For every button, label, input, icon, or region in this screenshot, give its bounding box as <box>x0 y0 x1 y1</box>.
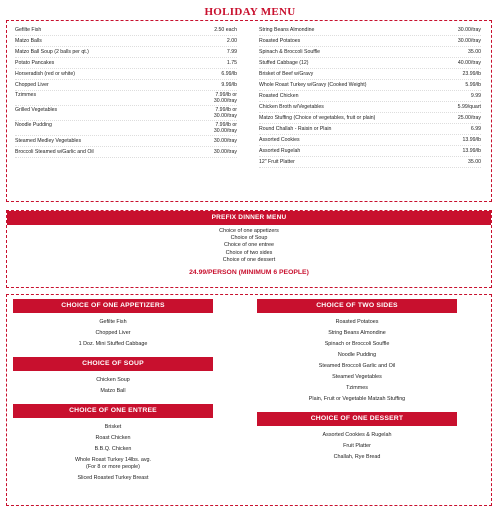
choice-item: Steamed Vegetables <box>332 374 382 381</box>
choice-item: Chopped Liver <box>95 330 131 337</box>
choice-item: Steamed Broccoli Garlic and Oil <box>318 363 396 370</box>
menu-row <box>15 147 237 158</box>
menu-row <box>15 80 237 91</box>
menu-item-price: 6.99/lb <box>221 71 237 77</box>
choice-item: Brisket <box>104 424 122 431</box>
choices-panel <box>6 294 492 506</box>
menu-row <box>259 47 481 58</box>
menu-row <box>15 91 237 106</box>
menu-item-price: 2.50 each <box>214 27 237 33</box>
menu-item-price: 13.99/lb <box>462 148 481 154</box>
menu-item-price: 7.99/lb or 30.00/tray <box>213 92 237 104</box>
menu-item-name: Noodle Pudding <box>15 122 52 128</box>
menu-row <box>15 58 237 69</box>
menu-row <box>15 121 237 136</box>
menu-row <box>15 136 237 147</box>
choices-right-column <box>257 299 457 470</box>
menu-item-name: Stuffed Cabbage (12) <box>259 60 309 66</box>
choice-item: Spinach or Broccoli Souffle <box>324 341 390 348</box>
menu-row <box>259 157 481 168</box>
menu-item-price: 30.00/tray <box>213 149 237 155</box>
menu-row <box>15 25 237 36</box>
appetizers-header: CHOICE OF ONE APPETIZERS <box>13 299 213 313</box>
choice-item: String Beans Almondine <box>328 330 386 337</box>
menu-item-name: Matzo Balls <box>15 38 42 44</box>
menu-item-name: Whole Roast Turkey w/Gravy (Cooked Weight) <box>259 82 367 88</box>
menu-item-name: Spinach & Broccoli Souffle <box>259 49 321 55</box>
menu-item-price: 23.99/lb <box>462 71 481 77</box>
menu-item-name: Brisket of Beef w/Gravy <box>259 71 314 77</box>
menu-item-price: 5.99/quart <box>457 104 481 110</box>
menu-item-price: 30.00/tray <box>457 38 481 44</box>
menu-item-price: 7.99/lb or 30.00/tray <box>213 107 237 119</box>
prefix-item: Choice of two sides <box>225 249 273 256</box>
choice-item: Gefilte Fish <box>99 319 127 326</box>
menu-item-price: 40.00/tray <box>457 60 481 66</box>
appetizers-section <box>13 299 213 350</box>
menu-item-name: Assorted Cookies <box>259 137 300 143</box>
choice-item: Matzo Ball <box>100 388 126 395</box>
choices-left-column <box>13 299 213 490</box>
dessert-section <box>257 412 457 463</box>
choice-item: Chicken Soup <box>96 377 130 384</box>
choice-item: Sliced Roasted Turkey Breast <box>77 474 149 481</box>
appetizers-items <box>13 317 213 350</box>
menu-item-name: Gefilte Fish <box>15 27 42 33</box>
menu-row <box>15 36 237 47</box>
menu-item-price: 6.99 <box>470 126 481 132</box>
menu-row <box>259 25 481 36</box>
prefix-item: Choice of one dessert <box>222 256 276 263</box>
menu-row <box>259 102 481 113</box>
soup-header: CHOICE OF SOUP <box>13 357 213 371</box>
menu-row <box>259 80 481 91</box>
menu-item-price: 30.00/tray <box>457 27 481 33</box>
choice-item: Roasted Potatoes <box>335 319 379 326</box>
prefix-price: 24.99/PERSON (MINIMUM 6 PEOPLE) <box>189 269 309 277</box>
menu-item-name: Broccoli Steamed w/Garlic and Oil <box>15 149 94 155</box>
menu-row <box>259 91 481 102</box>
sides-items <box>257 317 457 405</box>
menu-row <box>259 124 481 135</box>
choice-item: Roast Chicken <box>95 435 131 442</box>
menu-item-price: 35.00 <box>468 49 481 55</box>
menu-item-name: Round Challah - Raisin or Plain <box>259 126 332 132</box>
prefix-item: Choice of one appetizers <box>219 228 279 234</box>
menu-item-name: Chicken Broth w/Vegetables <box>259 104 324 110</box>
menu-row <box>259 113 481 124</box>
menu-item-name: Potato Pancakes <box>15 60 55 66</box>
page-title: HOLIDAY MENU <box>204 6 296 18</box>
menu-item-name: String Beans Almondine <box>259 27 315 33</box>
menu-item-price: 5.99/lb <box>465 82 481 88</box>
prefix-dinner-menu <box>6 210 492 288</box>
prefix-item: Choice of Soup <box>230 235 268 242</box>
prefix-header: PREFIX DINNER MENU <box>7 211 491 225</box>
soup-section <box>13 357 213 397</box>
choice-item: Assorted Cookies & Rugelah <box>322 432 392 439</box>
menu-row <box>15 69 237 80</box>
sides-section <box>257 299 457 405</box>
choice-item: B.B.Q. Chicken <box>94 446 132 453</box>
menu-column-left <box>15 25 237 158</box>
menu-row <box>15 47 237 58</box>
menu-item-price: 35.00 <box>468 159 481 165</box>
menu-item-name: 12" Fruit Platter <box>259 159 295 165</box>
choice-item: Whole Roast Turkey 14lbs. avg. (For 8 or more people) <box>74 457 152 470</box>
menu-item-price: 9.99 <box>470 93 481 99</box>
menu-item-price: 13.99/lb <box>462 137 481 143</box>
menu-row <box>259 69 481 80</box>
choice-item: 1 Doz. Mini Stuffed Cabbage <box>78 341 148 348</box>
soup-items <box>13 375 213 397</box>
menu-item-name: Roasted Potatoes <box>259 38 301 44</box>
menu-row <box>259 135 481 146</box>
sides-header: CHOICE OF TWO SIDES <box>257 299 457 313</box>
menu-item-price: 7.99 <box>226 49 237 55</box>
entree-header: CHOICE OF ONE ENTREE <box>13 404 213 418</box>
menu-row <box>15 106 237 121</box>
choice-item: Plain, Fruit or Vegetable Matzah Stuffing <box>308 396 406 403</box>
menu-item-price: 7.99/lb or 30.00/tray <box>213 122 237 134</box>
entree-section <box>13 404 213 483</box>
dessert-header: CHOICE OF ONE DESSERT <box>257 412 457 426</box>
choice-item: Fruit Platter <box>343 443 371 450</box>
menu-item-name: Chopped Liver <box>15 82 49 88</box>
menu-item-price: 1.75 <box>226 60 237 66</box>
menu-row <box>259 58 481 69</box>
choice-item: Tzimmes <box>346 385 368 392</box>
menu-item-name: Steamed Medley Vegetables <box>15 138 82 144</box>
prefix-item: Choice of one entree <box>223 242 275 249</box>
entree-items <box>13 422 213 483</box>
menu-item-name: Grilled Vegetables <box>15 107 58 113</box>
menu-item-price: 25.00/tray <box>457 115 481 121</box>
menu-row <box>259 146 481 157</box>
menu-item-price: 2.00 <box>226 38 237 44</box>
menu-item-name: Assorted Rugelah <box>259 148 301 154</box>
menu-item-name: Matzo Ball Soup (2 balls per qt.) <box>15 49 89 55</box>
menu-item-name: Roasted Chicken <box>259 93 299 99</box>
choice-item: Challah, Rye Bread <box>333 454 381 461</box>
menu-item-price: 30.00/tray <box>213 138 237 144</box>
holiday-menu-list <box>6 20 492 202</box>
prefix-items <box>7 228 491 264</box>
choice-item: Noodle Pudding <box>337 352 377 359</box>
menu-item-price: 9.99/lb <box>221 82 237 88</box>
menu-item-name: Matzo Stuffing (Choice of vegetables, fruit or plain) <box>259 115 376 121</box>
menu-item-name: Horseradish (red or white) <box>15 71 75 77</box>
menu-item-name: Tzimmes <box>15 92 37 98</box>
menu-row <box>259 36 481 47</box>
menu-column-right <box>259 25 481 168</box>
dessert-items <box>257 430 457 463</box>
